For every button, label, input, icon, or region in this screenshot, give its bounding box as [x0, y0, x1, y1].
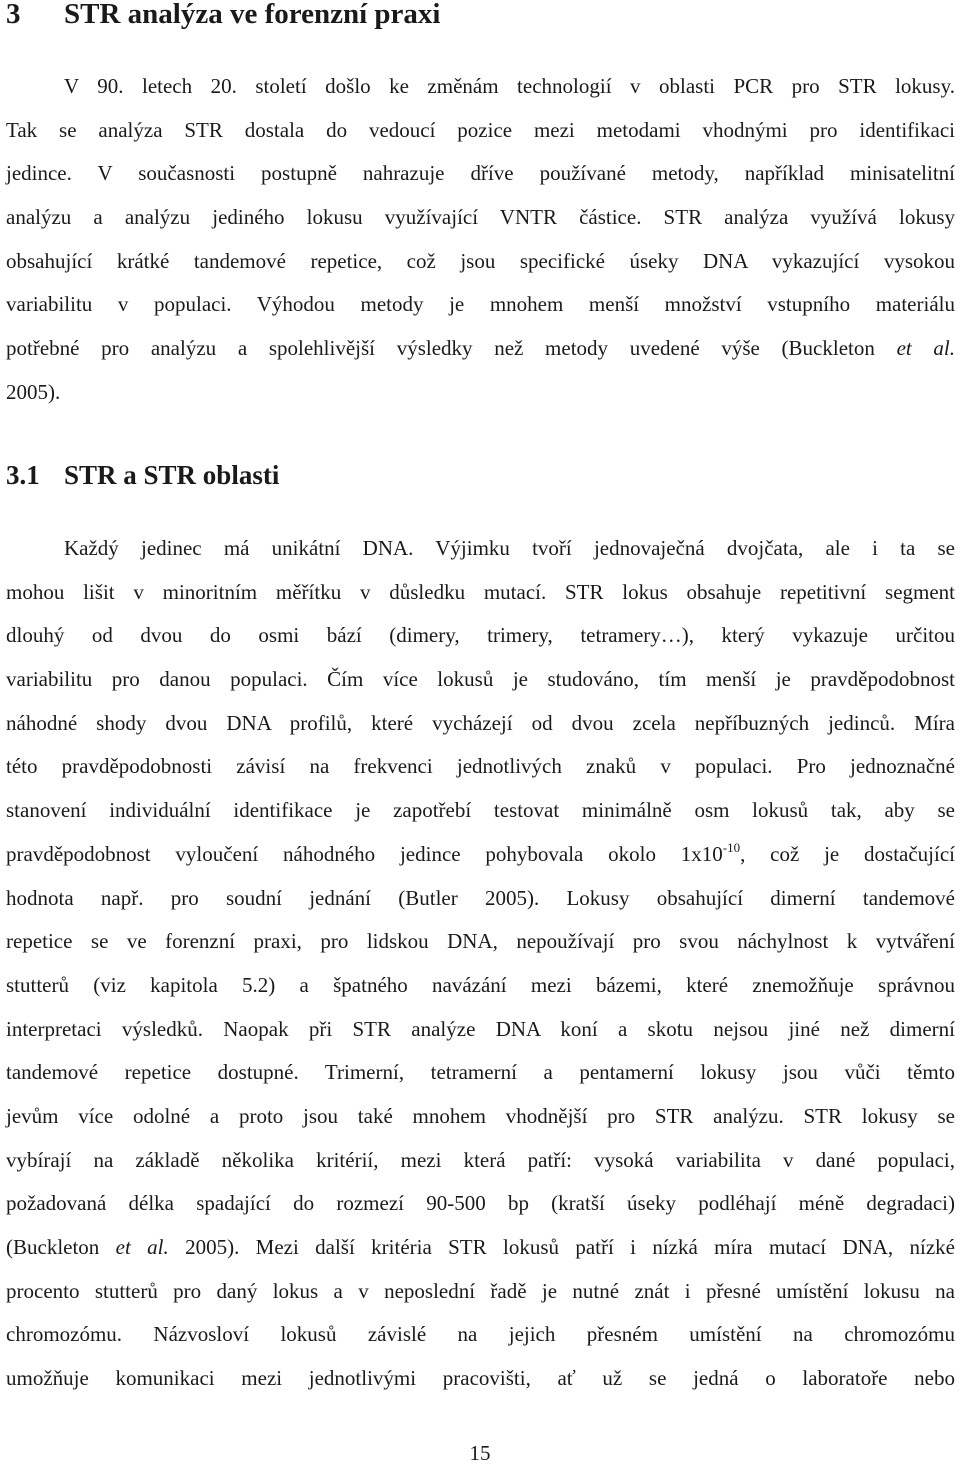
citation-et-al: et al.: [896, 336, 955, 361]
subsection-title: STR a STR oblasti: [64, 460, 280, 490]
text-line: náhodné shody dvou DNA profilů, které vycházejí od dvou zcela nepříbuzných jedinců. Míra: [6, 710, 955, 735]
text-line: V 90. letech 20. století došlo ke změnám technologií v oblasti PCR pro STR lokusy.: [64, 74, 955, 98]
text-line: vybírají na základě několika kritérií, mezi která patří: vysoká variabilita v dané populaci,: [6, 1147, 955, 1172]
text-line: analýzu a analýzu jediného lokusu využívající VNTR částice. STR analýza využívá lokusy: [6, 205, 955, 230]
text-line: jevům více odolné a proto jsou také mnohem vhodnější pro STR analýzu. STR lokusy se: [6, 1103, 955, 1128]
text-segment: (Buckleton: [6, 1235, 116, 1259]
text-segment: , což je dostačující: [740, 841, 955, 866]
paragraph-2: [6, 527, 955, 1407]
text-line: stutterů (viz kapitola 5.2) a špatného navázání mezi bázemi, které znemožňuje správnou: [6, 972, 955, 997]
text-line: chromozómu. Názvosloví lokusů závislé na jejich přesném umístění na chromozómu: [6, 1322, 955, 1347]
text-line: 2005).: [6, 379, 61, 404]
text-segment: pravděpodobnost vyloučení náhodného jedince pohybovala okolo 1x10: [6, 841, 723, 866]
text-line: variabilitu pro danou populaci. Čím více lokusů je studováno, tím menší je pravděpodobnost: [6, 667, 955, 692]
text-line: tandemové repetice dostupné. Trimerní, tetramerní a pentamerní lokusy jsou vůči těmto: [6, 1060, 955, 1085]
text-line: [6, 833, 955, 877]
text-line: Každý jedinec má unikátní DNA. Výjimku tvoří jednovaječná dvojčata, ale i ta se: [64, 536, 955, 560]
text-segment: potřebné pro analýzu a spolehlivější výsledky než metody uvedené výše (Buckleton: [6, 336, 897, 361]
section-number: 3: [6, 0, 21, 30]
exponent: -10: [722, 839, 741, 855]
text-line: stanovení individuální identifikace je zapotřebí testovat minimálně osm lokusů tak, aby se: [6, 798, 955, 823]
subsection-heading: [6, 456, 279, 494]
section-heading: [6, 0, 440, 34]
text-line: jedince. V současnosti postupně nahrazuje dříve používané metody, například minisatelitní: [6, 161, 955, 186]
text-line: [6, 1226, 955, 1270]
text-line: umožňuje komunikaci mezi jednotlivými pracovišti, ať už se jedná o laboratoře nebo: [6, 1366, 955, 1391]
text-line: požadovaná délka spadající do rozmezí 90-500 bp (kratší úseky podléhají méně degradaci): [6, 1191, 955, 1216]
text-line: hodnota např. pro soudní jednání (Butler 2005). Lokusy obsahující dimerní tandemové: [6, 885, 955, 910]
text-line: této pravděpodobnosti závisí na frekvenci jednotlivých znaků v populaci. Pro jednoznačné: [6, 754, 955, 779]
citation-et-al: et al.: [115, 1235, 169, 1259]
page-number: 15: [469, 1441, 491, 1465]
text-line: Tak se analýza STR dostala do vedoucí pozice mezi metodami vhodnými pro identifikaci: [6, 117, 955, 142]
text-line: variabilitu v populaci. Výhodou metody je mnohem menší množství vstupního materiálu: [6, 292, 955, 317]
subsection-number: 3.1: [6, 460, 40, 490]
text-line: procento stutterů pro daný lokus a v neposlední řadě je nutné znát i přesné umístění lokusu na: [6, 1278, 955, 1303]
text-line: obsahující krátké tandemové repetice, což jsou specifické úseky DNA vykazující vysokou: [6, 248, 955, 273]
text-line: repetice se ve forenzní praxi, pro lidskou DNA, nepoužívají pro svou náchylnost k vytváření: [6, 929, 955, 954]
text-line: [6, 327, 955, 371]
paragraph-1: [6, 65, 955, 415]
text-line: interpretaci výsledků. Naopak při STR analýze DNA koní a skotu nejsou jiné než dimerní: [6, 1016, 955, 1041]
text-line: dlouhý od dvou do osmi bází (dimery, trimery, tetramery…), který vykazuje určitou: [6, 623, 955, 648]
text-line: mohou lišit v minoritním měřítku v důsledku mutací. STR lokus obsahuje repetitivní segment: [6, 579, 955, 604]
text-segment: 2005). Mezi další kritéria STR lokusů patří i nízká míra mutací DNA, nízké: [168, 1235, 956, 1259]
section-title: STR analýza ve forenzní praxi: [64, 0, 441, 30]
